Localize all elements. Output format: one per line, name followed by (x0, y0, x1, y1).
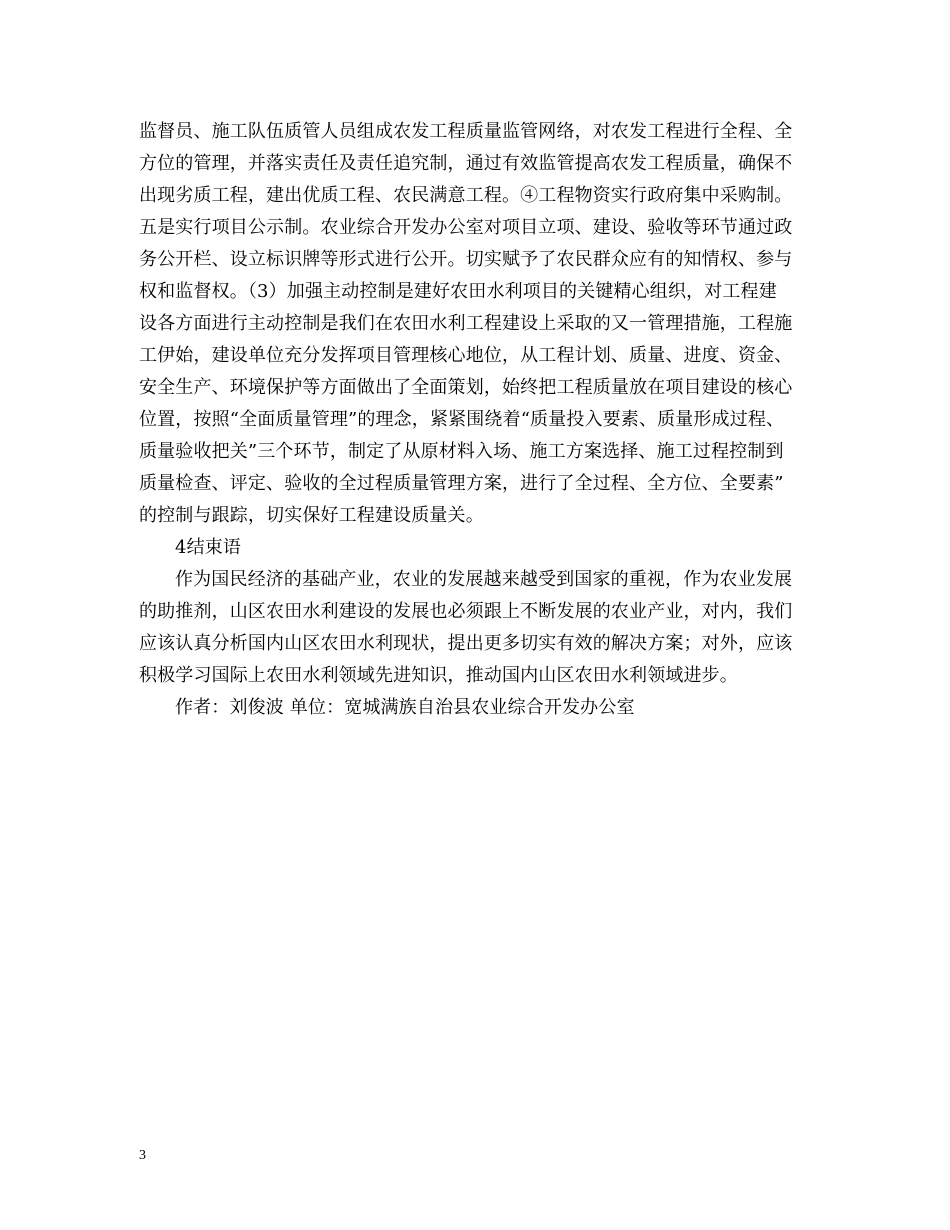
text-line: 五是实行项目公示制。农业综合开发办公室对项目立项、建设、验收等环节通过政 (139, 217, 793, 238)
document-body (139, 116, 839, 724)
text-line: 的控制与跟踪，切实保好工程建设质量关。 (139, 505, 484, 526)
text-line: 位置，按照“全面质量管理”的理念，紧紧围绕着“质量投入要素、质量形成过程、 (139, 409, 785, 430)
text-line: 作为国民经济的基础产业，农业的发展越来越受到国家的重视，作为农业发展 (175, 569, 793, 590)
text-line: 监督员、施工队伍质管人员组成农发工程质量监管网络，对农发工程进行全程、全 (139, 121, 793, 142)
text-line: 质量验收把关”三个环节，制定了从原材料入场、施工方案选择、施工过程控制到 (139, 441, 784, 462)
text-line: 方位的管理，并落实责任及责任追究制，通过有效监管提高农发工程质量，确保不 (139, 153, 793, 174)
text-line: 出现劣质工程，建出优质工程、农民满意工程。④工程物资实行政府集中采购制。 (139, 185, 793, 206)
page-number: 3 (139, 1148, 146, 1163)
text-line: 积极学习国际上农田水利领域先进知识，推动国内山区农田水利领域进步。 (139, 665, 738, 686)
text-line: 的助推剂，山区农田水利建设的发展也必须跟上不断发展的农业产业，对内，我们 (139, 601, 793, 622)
text-line: 安全生产、环境保护等方面做出了全面策划，始终把工程质量放在项目建设的核心 (139, 377, 793, 398)
text-line: 权和监督权。（3）加强主动控制是建好农田水利项目的关键精心组织，对工程建 (139, 281, 777, 302)
text-line: 设各方面进行主动控制是我们在农田水利工程建设上采取的又一管理措施，工程施 (139, 313, 793, 334)
text-line: 工伊始，建设单位充分发挥项目管理核心地位，从工程计划、质量、进度、资金、 (139, 345, 793, 366)
text-line: 务公开栏、设立标识牌等形式进行公开。切实赋予了农民群众应有的知情权、参与 (139, 249, 793, 270)
section-heading: 4结束语 (175, 537, 242, 558)
text-line: 质量检查、评定、验收的全过程质量管理方案，进行了全过程、全方位、全要素” (139, 473, 784, 494)
text-line: 应该认真分析国内山区农田水利现状，提出更多切实有效的解决方案；对外，应该 (139, 633, 793, 654)
author-line: 作者：刘俊波 单位：宽城满族自治县农业综合开发办公室 (175, 697, 635, 718)
